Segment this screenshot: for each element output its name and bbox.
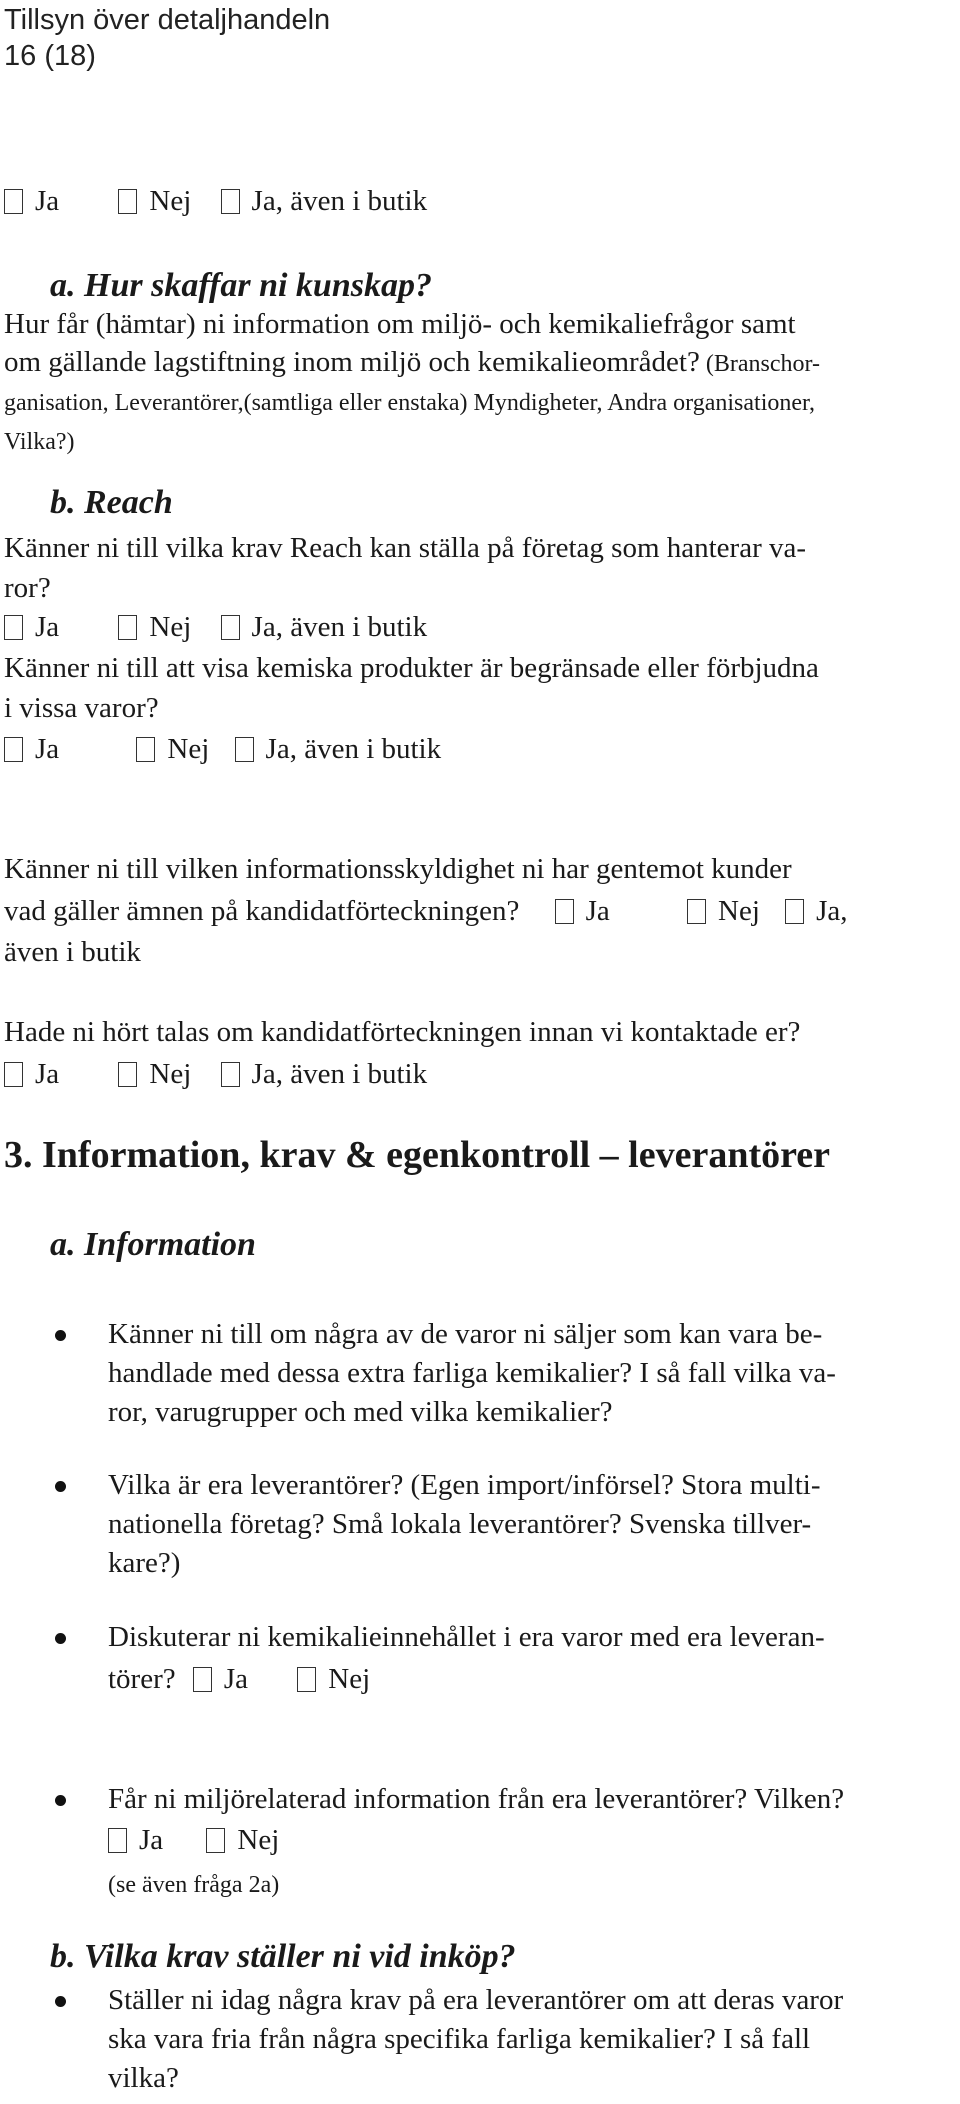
heading-3a: a. Information (50, 1226, 256, 1263)
checkbox-icon[interactable] (555, 899, 574, 924)
question-text: i vissa varor? (4, 692, 159, 724)
checkbox-icon[interactable] (785, 899, 804, 924)
bullet-text: Får ni miljörelaterad information från era leverantörer? Vilken? (108, 1783, 845, 1815)
bullet-text: kare?) (108, 1547, 181, 1579)
note-text: (se även fråga 2a) (108, 1872, 280, 1898)
option-ja-butik[interactable]: Ja, även i butik (221, 183, 428, 219)
bullet-text: Vilka är era leverantörer? (Egen import/införsel? Stora multi- (108, 1469, 821, 1501)
option-nej[interactable]: Nej (687, 893, 760, 929)
option-ja-butik[interactable]: Ja, även i butik (221, 609, 428, 645)
question-text: Känner ni till att visa kemiska produkter är begränsade eller förbjudna (4, 652, 819, 684)
checkbox-icon[interactable] (297, 1667, 316, 1692)
text-line: Vilka?) (4, 429, 75, 455)
checkbox-icon[interactable] (4, 189, 23, 214)
option-ja[interactable]: Ja (555, 893, 610, 929)
option-nej[interactable]: Nej (118, 609, 191, 645)
bullet-text: nationella företag? Små lokala leverantörer? Svenska tillver- (108, 1508, 812, 1540)
checkbox-icon[interactable] (118, 1062, 137, 1087)
option-ja[interactable]: Ja (4, 731, 59, 767)
checkbox-icon[interactable] (235, 737, 254, 762)
page-number: 16 (18) (4, 40, 96, 72)
checkbox-icon[interactable] (4, 737, 23, 762)
checkbox-icon[interactable] (687, 899, 706, 924)
question-text: Hade ni hört talas om kandidatförteckningen innan vi kontaktade er? (4, 1016, 801, 1048)
option-nej[interactable]: Nej (297, 1661, 370, 1697)
checkbox-icon[interactable] (221, 1062, 240, 1087)
option-ja-butik[interactable]: Ja, (785, 893, 847, 929)
bullet-icon (55, 1795, 66, 1806)
heading-a: a. Hur skaffar ni kunskap? (50, 267, 432, 304)
question-text: ror? (4, 572, 51, 604)
text-line: ganisation, Leverantörer,(samtliga eller enstaka) Myndigheter, Andra organisationer, (4, 390, 816, 416)
checkbox-icon[interactable] (4, 1062, 23, 1087)
option-nej[interactable]: Nej (136, 731, 209, 767)
options-row (108, 1822, 279, 1858)
bullet-text: ror, varugrupper och med vilka kemikalier? (108, 1396, 613, 1428)
bullet-options-line: törer? Ja Nej (108, 1663, 371, 1695)
heading-3b: b. Vilka krav ställer ni vid inköp? (50, 1938, 516, 1975)
bullet-icon (55, 1996, 66, 2007)
options-row (4, 609, 427, 645)
bullet-text: Ställer ni idag några krav på era leverantörer om att deras varor (108, 1984, 844, 2016)
bullet-icon (55, 1330, 66, 1341)
option-ja[interactable]: Ja (193, 1661, 248, 1697)
option-continuation: även i butik (4, 936, 141, 968)
bullet-text: vilka? (108, 2062, 179, 2094)
bullet-text: Diskuterar ni kemikalieinnehållet i era varor med era leveran- (108, 1621, 825, 1653)
options-row (4, 731, 441, 767)
option-ja[interactable]: Ja (4, 609, 59, 645)
option-ja[interactable]: Ja (4, 1056, 59, 1092)
checkbox-icon[interactable] (193, 1667, 212, 1692)
option-ja[interactable]: Ja (4, 183, 59, 219)
heading-b-reach: b. Reach (50, 484, 173, 521)
bullet-icon (55, 1481, 66, 1492)
checkbox-icon[interactable] (4, 615, 23, 640)
bullet-text: handlade med dessa extra farliga kemikalier? I så fall vilka va- (108, 1357, 836, 1389)
checkbox-icon[interactable] (206, 1828, 225, 1853)
option-nej[interactable]: Nej (118, 183, 191, 219)
checkbox-icon[interactable] (221, 189, 240, 214)
page-header (4, 2, 330, 74)
bullet-text: Känner ni till om några av de varor ni säljer som kan vara be- (108, 1318, 823, 1350)
question-options-line: vad gäller ämnen på kandidatförteckningen? Ja Nej Ja, (4, 895, 848, 927)
option-ja-butik[interactable]: Ja, även i butik (221, 1056, 428, 1092)
option-nej[interactable]: Nej (206, 1822, 279, 1858)
checkbox-icon[interactable] (108, 1828, 127, 1853)
checkbox-icon[interactable] (136, 737, 155, 762)
text-line: Hur får (hämtar) ni information om miljö- och kemikaliefrågor samt (4, 308, 796, 340)
options-row-top (4, 183, 427, 219)
option-ja-butik[interactable]: Ja, även i butik (235, 731, 442, 767)
bullet-text: ska vara fria från några specifika farliga kemikalier? I så fall (108, 2023, 811, 2055)
option-ja[interactable]: Ja (108, 1822, 163, 1858)
bullet-icon (55, 1633, 66, 1644)
checkbox-icon[interactable] (118, 189, 137, 214)
options-row (4, 1056, 427, 1092)
question-text: Känner ni till vilka krav Reach kan ställa på företag som hanterar va- (4, 532, 807, 564)
checkbox-icon[interactable] (118, 615, 137, 640)
checkbox-icon[interactable] (221, 615, 240, 640)
question-text: Känner ni till vilken informationsskyldighet ni har gentemot kunder (4, 853, 792, 885)
document-title: Tillsyn över detaljhandeln (4, 4, 331, 36)
text-line: om gällande lagstiftning inom miljö och kemikalieområdet? (Branschor- (4, 346, 820, 378)
section-3-heading: 3. Information, krav & egenkontroll – leverantörer (4, 1134, 831, 1176)
option-nej[interactable]: Nej (118, 1056, 191, 1092)
